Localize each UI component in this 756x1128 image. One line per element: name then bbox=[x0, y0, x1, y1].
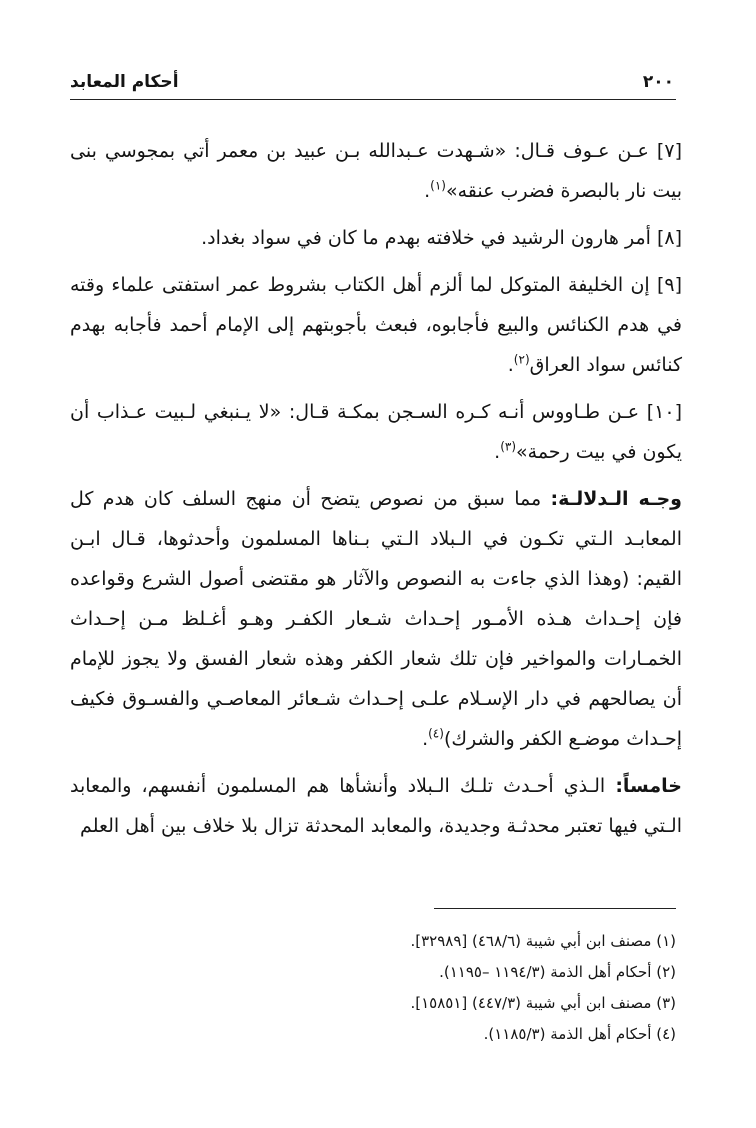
paragraph-end: . bbox=[494, 441, 501, 463]
footnote-divider bbox=[434, 908, 676, 909]
footnote-3: (٣) مصنف ابن أبي شيبة (٤٤٧/٣) [١٥٨٥١]. bbox=[410, 994, 676, 1012]
paragraph-evidence bbox=[70, 479, 682, 759]
paragraph-10 bbox=[70, 392, 682, 472]
paragraph-text: الـذي أحـدث تلـك الـبلاد وأنشأها هم المسلمون أنفسهم، والمعابد الـتي فيها تعتبر محدثـة وجديدة، والمعابد المحدثة تزال بلا خلاف بين أهل العلم bbox=[70, 775, 682, 837]
footnote-2: (٢) أحكام أهل الذمة (١١٩٤/٣ –١١٩٥). bbox=[439, 963, 676, 981]
paragraph-9 bbox=[70, 265, 682, 385]
footnote-1: (١) مصنف ابن أبي شيبة (٤٦٨/٦) [٣٢٩٨٩]. bbox=[410, 932, 676, 950]
footnote-reference: (٤) bbox=[428, 726, 444, 741]
footnote-4: (٤) أحكام أهل الذمة (١١٨٥/٣). bbox=[483, 1025, 676, 1043]
main-text bbox=[70, 131, 682, 846]
page-number: ٢٠٠ bbox=[642, 72, 674, 92]
paragraph-end: . bbox=[422, 728, 429, 750]
paragraph-7 bbox=[70, 131, 682, 211]
paragraph-end: . bbox=[424, 180, 431, 202]
paragraph-fifth bbox=[70, 766, 682, 846]
paragraph-lead-heading: خامساً: bbox=[615, 775, 682, 797]
footnote-reference: (٣) bbox=[500, 439, 517, 454]
header-divider bbox=[70, 99, 676, 100]
footnote-reference: (١) bbox=[430, 178, 446, 193]
paragraph-lead-heading: وجـه الـدلالـة: bbox=[550, 488, 682, 510]
paragraph-text: مما سبق من نصوص يتضح أن منهج السلف كان هدم كل المعابـد الـتي تكـون في الـبلاد الـتي بـناها المسلمون وأحدثوها، قـال ابـن القيم: (وهذا الذي جاءت به النصوص والآثار هو مقتضى أصول الشرع وقواعده فإن إحـداث هـذه الأمـور إحـداث شـعار الكفـر وهـو أغـلظ مـن إحـداث الخمـارات والمواخير فإن تلك شعار الكفر وهذه شعار الفسق ولا يجوز للإمام أن يصالحهم في دار الإسـلام علـى إحـداث شـعائر المعاصـي والفسـوق فكيف إحـداث موضـع الكفر والشرك) bbox=[70, 488, 682, 750]
running-head-title: أحكام المعابد bbox=[70, 72, 179, 92]
paragraph-text: [٧] عـن عـوف قـال: «شـهدت عـبدالله بـن عبيد بن معمر أتي بمجوسي بنى بيت نار بالبصرة فضرب عنقه» bbox=[70, 140, 682, 202]
footnotes bbox=[116, 926, 676, 1050]
paragraph-text: [٨] أمر هارون الرشيد في خلافته بهدم ما كان في سواد بغداد. bbox=[201, 227, 682, 249]
paragraph-8 bbox=[70, 218, 682, 258]
footnote-reference: (٢) bbox=[513, 352, 530, 367]
paragraph-text: [٩] إن الخليفة المتوكل لما ألزم أهل الكتاب بشروط عمر استفتى علماء وقته في هدم الكنائس والبيع فأجابوه، فبعث بأجوبتهم إلى الإمام أحمد فأجابه بهدم كنائس سواد العراق bbox=[70, 274, 682, 376]
paragraph-text: [١٠] عـن طـاووس أنـه كـره السـجن بمكـة قـال: «لا يـنبغي لـبيت عـذاب أن يكون في بيت رحمة» bbox=[70, 401, 682, 463]
paragraph-end: . bbox=[507, 354, 514, 376]
